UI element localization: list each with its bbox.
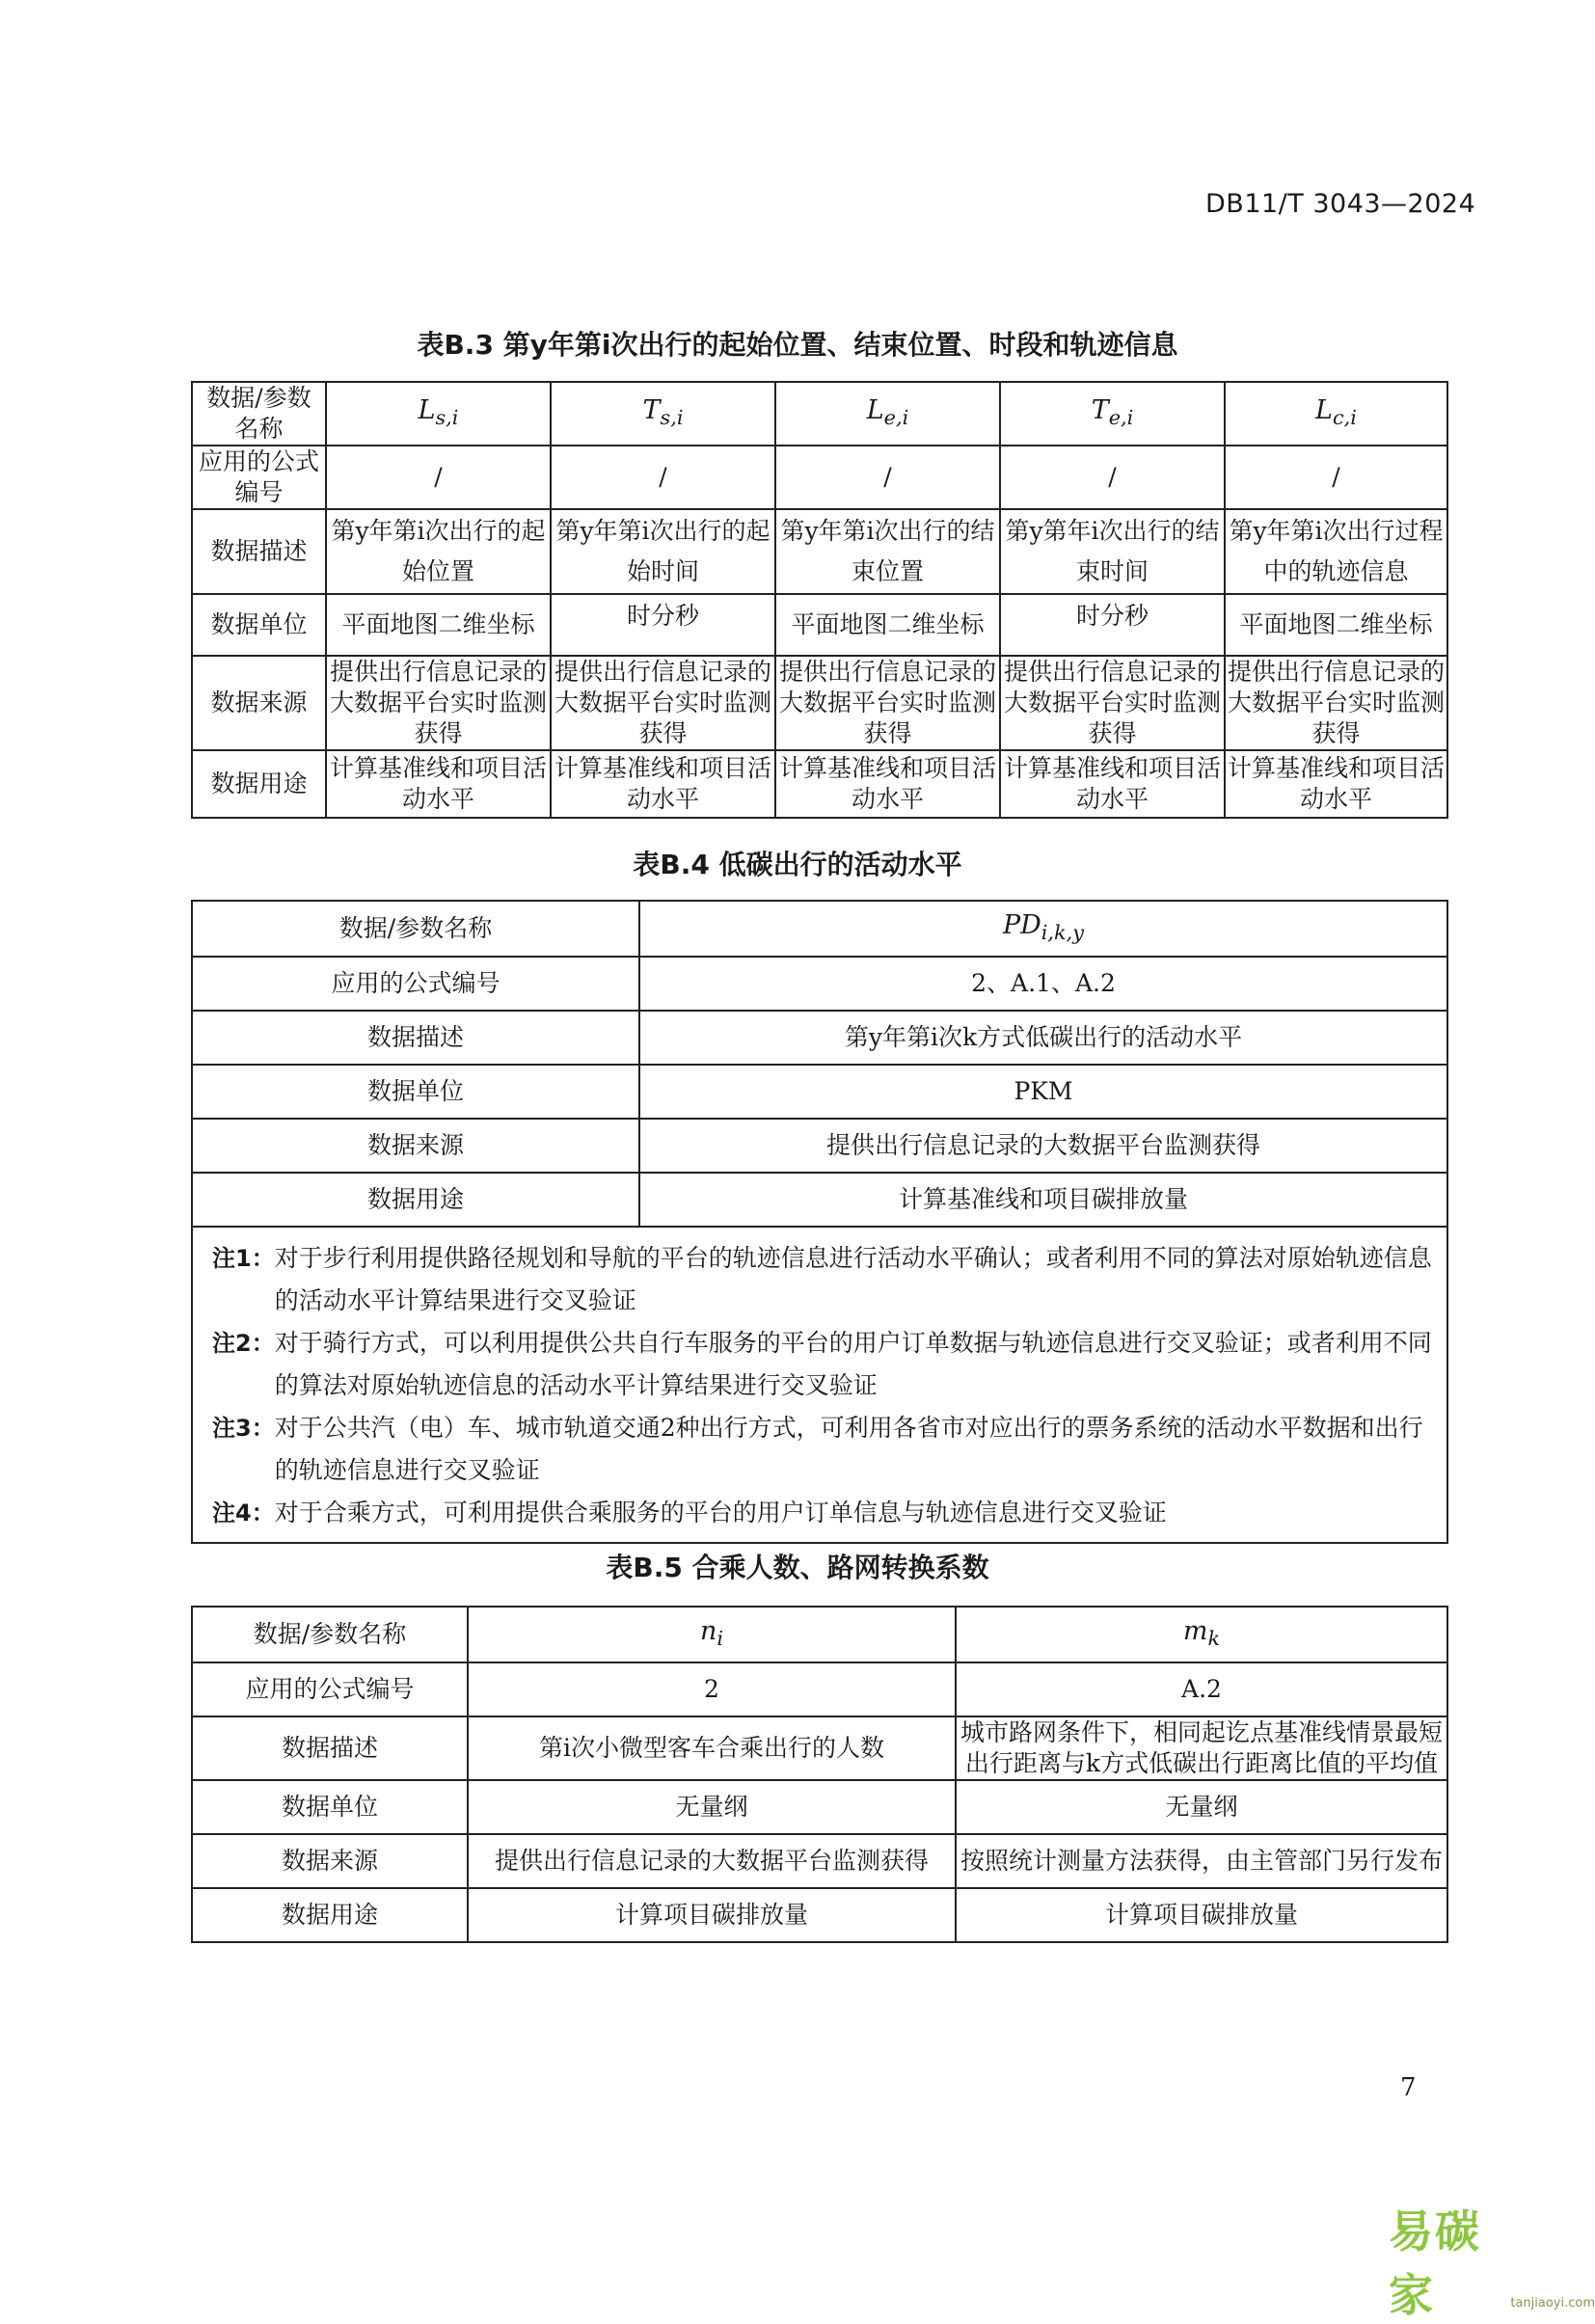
note-3 — [212, 1407, 1443, 1492]
symbol-main: n — [699, 1615, 717, 1646]
table-b5-caption: 表B.5 合乘人数、路网转换系数 — [606, 1552, 989, 1583]
table-row — [192, 1888, 1447, 1942]
use-cell: 计算基准线和项目活动水平 — [1225, 750, 1447, 818]
table-b3 — [191, 381, 1448, 819]
table-row — [192, 1173, 1447, 1227]
desc-cell: 第y年第i次出行的起始位置 — [326, 509, 551, 594]
value-cell: 提供出行信息记录的大数据平台监测获得 — [639, 1119, 1447, 1173]
source-cell: 提供出行信息记录的大数据平台实时监测获得 — [326, 656, 551, 750]
symbol-cell — [639, 901, 1447, 957]
symbol-cell — [1225, 382, 1447, 446]
table-row — [192, 1780, 1447, 1834]
table-row — [192, 901, 1447, 957]
table-row — [192, 957, 1447, 1011]
row-label-name: 数据/参数名称 — [192, 382, 326, 446]
watermark-url: tanjiaoyi.com — [1510, 2296, 1595, 2310]
table-row — [192, 594, 1447, 656]
row-label-desc: 数据描述 — [192, 1716, 468, 1780]
table-row — [192, 1716, 1447, 1780]
source-cell: 提供出行信息记录的大数据平台监测获得 — [468, 1834, 956, 1888]
symbol-cell — [551, 382, 775, 446]
desc-cell: 第i次小微型客车合乘出行的人数 — [468, 1716, 956, 1780]
desc-cell: 第y年第i次出行过程中的轨迹信息 — [1225, 509, 1447, 594]
note-text: 对于合乘方式，可利用提供合乘服务的平台的用户订单信息与轨迹信息进行交叉验证 — [274, 1499, 1167, 1527]
use-cell: 计算基准线和项目活动水平 — [326, 750, 551, 818]
value-cell: 第y年第i次k方式低碳出行的活动水平 — [639, 1011, 1447, 1065]
row-label-source: 数据来源 — [192, 1119, 639, 1173]
source-cell: 提供出行信息记录的大数据平台实时监测获得 — [775, 656, 1000, 750]
symbol-main: L — [866, 394, 884, 425]
formula-cell: / — [1225, 446, 1447, 509]
note-2 — [212, 1322, 1443, 1407]
source-cell: 提供出行信息记录的大数据平台实时监测获得 — [1000, 656, 1225, 750]
desc-cell: 第y年第i次出行的起始时间 — [551, 509, 775, 594]
table-row — [192, 750, 1447, 818]
formula-cell: / — [775, 446, 1000, 509]
row-label-source: 数据来源 — [192, 1834, 468, 1888]
row-label-use: 数据用途 — [192, 750, 326, 818]
symbol-main: PD — [1002, 909, 1041, 940]
symbol-main: T — [1091, 394, 1109, 425]
row-label-desc: 数据描述 — [192, 509, 326, 594]
unit-cell: 时分秒 — [551, 594, 775, 656]
formula-cell: / — [1000, 446, 1225, 509]
symbol-sub: s,i — [435, 405, 459, 429]
table-row — [192, 1607, 1447, 1662]
watermark-text: 易碳家 — [1389, 2205, 1481, 2321]
page-number: 7 — [1400, 2073, 1417, 2102]
row-label-formula: 应用的公式编号 — [192, 1662, 468, 1716]
symbol-sub: i,k,y — [1041, 920, 1085, 944]
table-row — [192, 382, 1447, 446]
use-cell: 计算基准线和项目活动水平 — [1000, 750, 1225, 818]
symbol-cell — [956, 1607, 1447, 1662]
source-cell: 提供出行信息记录的大数据平台实时监测获得 — [1225, 656, 1447, 750]
table-b3-caption: 表B.3 第y年第i次出行的起始位置、结束位置、时段和轨迹信息 — [417, 329, 1178, 361]
row-label-unit: 数据单位 — [192, 1780, 468, 1834]
table-row — [192, 1011, 1447, 1065]
notes-cell — [192, 1227, 1447, 1543]
watermark-logo — [1389, 2197, 1595, 2324]
symbol-main: m — [1182, 1615, 1208, 1646]
use-cell: 计算项目碳排放量 — [956, 1888, 1447, 1942]
symbol-sub: i — [716, 1626, 724, 1650]
use-cell: 计算基准线和项目活动水平 — [775, 750, 1000, 818]
row-label-formula: 应用的公式编号 — [192, 446, 326, 509]
note-text: 对于公共汽（电）车、城市轨道交通2种出行方式，可利用各省市对应出行的票务系统的活动水平数据和出行的轨迹信息进行交叉验证 — [274, 1414, 1423, 1484]
symbol-main: T — [642, 394, 661, 425]
notes-row — [192, 1227, 1447, 1543]
table-row — [192, 656, 1447, 750]
note-4 — [212, 1492, 1443, 1534]
table-row — [192, 1065, 1447, 1119]
unit-cell: 无量纲 — [468, 1780, 956, 1834]
symbol-cell — [1000, 382, 1225, 446]
symbol-sub: k — [1207, 1626, 1221, 1650]
formula-cell: / — [551, 446, 775, 509]
value-cell: 计算基准线和项目碳排放量 — [639, 1173, 1447, 1227]
source-cell: 提供出行信息记录的大数据平台实时监测获得 — [551, 656, 775, 750]
value-cell: 2、A.1、A.2 — [639, 957, 1447, 1011]
note-text: 对于步行利用提供路径规划和导航的平台的轨迹信息进行活动水平确认；或者利用不同的算法对原始轨迹信息的活动水平计算结果进行交叉验证 — [274, 1244, 1432, 1314]
row-label-source: 数据来源 — [192, 656, 326, 750]
source-cell: 按照统计测量方法获得，由主管部门另行发布 — [956, 1834, 1447, 1888]
unit-cell: 平面地图二维坐标 — [326, 594, 551, 656]
desc-cell: 城市路网条件下，相同起讫点基准线情景最短出行距离与k方式低碳出行距离比值的平均值 — [956, 1716, 1447, 1780]
row-label-name: 数据/参数名称 — [192, 901, 639, 957]
table-row — [192, 446, 1447, 509]
row-label-name: 数据/参数名称 — [192, 1607, 468, 1662]
use-cell: 计算项目碳排放量 — [468, 1888, 956, 1942]
use-cell: 计算基准线和项目活动水平 — [551, 750, 775, 818]
symbol-sub: e,i — [1108, 405, 1134, 429]
symbol-sub: e,i — [883, 405, 909, 429]
table-row — [192, 1834, 1447, 1888]
note-text: 对于骑行方式，可以利用提供公共自行车服务的平台的用户订单数据与轨迹信息进行交叉验证；或者利用不同的算法对原始轨迹信息的活动水平计算结果进行交叉验证 — [274, 1329, 1432, 1399]
row-label-formula: 应用的公式编号 — [192, 957, 639, 1011]
unit-cell: 无量纲 — [956, 1780, 1447, 1834]
value-cell: PKM — [639, 1065, 1447, 1119]
desc-cell: 第y年第i次出行的结束位置 — [775, 509, 1000, 594]
symbol-main: L — [418, 394, 436, 425]
symbol-cell — [326, 382, 551, 446]
formula-cell: A.2 — [956, 1662, 1447, 1716]
note-label: 注2： — [212, 1330, 275, 1357]
table-b4 — [191, 900, 1448, 1544]
symbol-sub: s,i — [660, 405, 684, 429]
row-label-use: 数据用途 — [192, 1888, 468, 1942]
row-label-unit: 数据单位 — [192, 1065, 639, 1119]
note-label: 注3： — [212, 1415, 275, 1442]
formula-cell: 2 — [468, 1662, 956, 1716]
table-row — [192, 509, 1447, 594]
document-code: DB11/T 3043—2024 — [1205, 189, 1476, 219]
unit-cell: 时分秒 — [1000, 594, 1225, 656]
symbol-cell — [468, 1607, 956, 1662]
unit-cell: 平面地图二维坐标 — [775, 594, 1000, 656]
symbol-sub: c,i — [1332, 405, 1357, 429]
note-1 — [212, 1237, 1443, 1322]
symbol-cell — [775, 382, 1000, 446]
table-row — [192, 1662, 1447, 1716]
symbol-main: L — [1315, 394, 1333, 425]
formula-cell: / — [326, 446, 551, 509]
desc-cell: 第y第年i次出行的结束时间 — [1000, 509, 1225, 594]
table-row — [192, 1119, 1447, 1173]
note-label: 注1： — [212, 1245, 275, 1272]
row-label-use: 数据用途 — [192, 1173, 639, 1227]
unit-cell: 平面地图二维坐标 — [1225, 594, 1447, 656]
row-label-desc: 数据描述 — [192, 1011, 639, 1065]
table-b5 — [191, 1606, 1448, 1943]
row-label-unit: 数据单位 — [192, 594, 326, 656]
table-b4-caption: 表B.4 低碳出行的活动水平 — [633, 849, 962, 880]
note-label: 注4： — [212, 1500, 275, 1527]
